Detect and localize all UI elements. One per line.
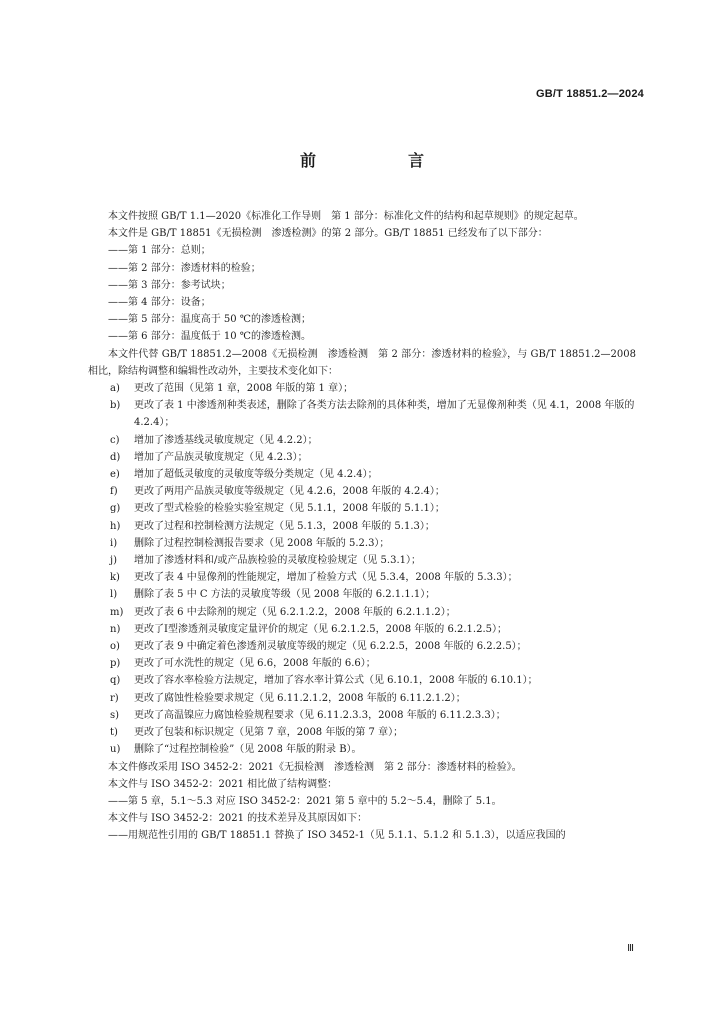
item-marker: c) (110, 434, 120, 446)
item-text: 更改了范围（见第 1 章，2008 年版的第 1 章）； (134, 383, 354, 395)
structure-change-item: ——第 5 章，5.1～5.3 对应 ISO 3452-2：2021 第 5 章中的 5.2～5.4，删除了 5.1。 (108, 795, 502, 807)
item-text: 删除了表 5 中 C 方法的灵敏度等级（见 2008 年版的 6.2.1.1.1）； (134, 589, 436, 601)
change-item (88, 638, 636, 655)
paragraph: 本文件修改采用 ISO 3452-2：2021《无损检测 渗透检测 第 2 部分：渗透材料的检验》。 (108, 761, 522, 773)
item-text: 删除了“过程控制检验”（见 2008 年版的附录 B）。 (134, 744, 362, 756)
item-text: 更改了表 6 中去除剂的规定（见 6.2.1.2.2，2008 年版的 6.2.1.1.2）； (134, 606, 456, 618)
item-marker: r) (110, 692, 119, 704)
item-marker: q) (110, 675, 121, 687)
change-item (88, 449, 636, 466)
change-item (88, 655, 636, 672)
part-list-item: ——第 2 部分：渗透材料的检验； (108, 262, 261, 274)
item-marker: k) (110, 572, 120, 584)
item-marker: h) (110, 520, 121, 532)
change-item (88, 500, 636, 517)
paragraph: 本文件与 ISO 3452-2：2021 的技术差异及其原因如下： (108, 813, 368, 825)
page-number: Ⅲ (627, 943, 634, 954)
item-marker: e) (110, 469, 120, 481)
change-item (88, 621, 636, 638)
paragraph: 本文件按照 GB/T 1.1—2020《标准化工作导则 第 1 部分：标准化文件的结构和起草规则》的规定起草。 (108, 211, 584, 222)
item-text: 更改了包装和标识规定（见第 7 章，2008 年版的第 7 章）； (134, 727, 404, 739)
item-text: 增加了产品族灵敏度规定（见 4.2.3）； (134, 451, 308, 463)
part-list-item: ——第 4 部分：设备； (108, 297, 211, 309)
change-item (88, 569, 636, 586)
change-item (88, 397, 636, 431)
item-marker: s) (110, 709, 120, 721)
item-text: 更改了Ⅰ型渗透剂灵敏度定量评价的规定（见 6.2.1.2.5，2008 年版的 6.2.1.2.5）； (134, 623, 507, 635)
part-list-item: ——第 1 部分：总则； (108, 245, 211, 257)
item-marker: n) (110, 623, 121, 635)
change-item (88, 707, 636, 724)
change-item (88, 552, 636, 569)
change-item (88, 432, 636, 449)
part-list-item: ——第 6 部分：温度低于 10 ℃的渗透检测。 (108, 331, 311, 343)
item-text: 更改了表 9 中确定着色渗透剂灵敏度等级的规定（见 6.2.2.5，2008 年版的 6.2.2.5）； (134, 641, 527, 653)
part-list-item: ——第 5 部分：温度高于 50 ℃的渗透检测； (108, 314, 311, 326)
change-item (88, 724, 636, 741)
item-marker: u) (110, 744, 121, 756)
item-marker: b) (110, 400, 121, 412)
item-marker: p) (110, 658, 121, 670)
diff-item: ——用规范性引用的 GB/T 18851.1 替换了 ISO 3452-1（见 5.1.1、5.1.2 和 5.1.3），以适应我国的 (108, 830, 566, 842)
item-text: 更改了两用产品族灵敏度等级规定（见 4.2.6，2008 年版的 4.2.4）； (134, 486, 445, 498)
paragraph: 本文件代替 GB/T 18851.2—2008《无损检测 渗透检测 第 2 部分：渗透材料的检验》，与 GB/T 18851.2—2008 相比，除结构调整和编辑性改动外，主要技术变化如下： (88, 348, 636, 377)
item-text: 更改了可水洗性的规定（见 6.6，2008 年版的 6.6）； (134, 658, 376, 670)
change-item (88, 483, 636, 500)
item-text: 更改了表 1 中渗透剂种类表述，删除了各类方法去除剂的具体种类，增加了无显像剂种类（见 4.1，2008 年版的 4.2.4）； (134, 400, 635, 429)
item-text: 更改了容水率检验方法规定，增加了容水率计算公式（见 6.10.1，2008 年版的 6.10.1）； (134, 675, 538, 687)
change-item (88, 690, 636, 707)
page-title: 前 言 (299, 151, 462, 170)
item-text: 增加了超低灵敏度的灵敏度等级分类规定（见 4.2.4）； (134, 469, 378, 481)
standard-code: GB/T 18851.2—2024 (536, 88, 644, 100)
item-marker: l) (110, 589, 118, 601)
change-item (88, 604, 636, 621)
item-marker: a) (110, 383, 120, 395)
change-item (88, 586, 636, 603)
change-item (88, 672, 636, 689)
item-marker: f) (110, 486, 118, 498)
item-text: 更改了腐蚀性检验要求规定（见 6.11.2.1.2，2008 年版的 6.11.2.1.2）； (134, 692, 466, 704)
part-list-item: ——第 3 部分：参考试块； (108, 279, 231, 291)
item-text: 更改了型式检验的检验实验室规定（见 5.1.1，2008 年版的 5.1.1）； (134, 503, 445, 515)
change-item (88, 535, 636, 552)
item-marker: t) (110, 727, 118, 739)
item-marker: m) (110, 606, 124, 618)
change-item (88, 380, 636, 397)
item-text: 更改了过程和控制检测方法规定（见 5.1.3，2008 年版的 5.1.3）； (134, 520, 435, 532)
preface-body (88, 208, 636, 845)
item-text: 更改了表 4 中显像剂的性能规定，增加了检验方式（见 5.3.4，2008 年版的 5.3.3）； (134, 572, 518, 584)
item-text: 增加了渗透材料和/或产品族检验的灵敏度检验规定（见 5.3.1）； (134, 555, 421, 567)
item-marker: i) (110, 537, 118, 549)
item-marker: o) (110, 641, 120, 653)
item-text: 增加了渗透基线灵敏度规定（见 4.2.2）； (134, 434, 318, 446)
change-item (88, 466, 636, 483)
paragraph: 本文件是 GB/T 18851《无损检测 渗透检测》的第 2 部分。GB/T 18851 已经发布了以下部分： (108, 228, 548, 240)
item-marker: j) (110, 555, 118, 567)
item-text: 更改了高温镍应力腐蚀检验规程要求（见 6.11.2.3.3，2008 年版的 6.11.2.3.3）； (134, 709, 506, 721)
item-marker: g) (110, 503, 121, 515)
change-item (88, 741, 636, 758)
item-text: 删除了过程控制检测报告要求（见 2008 年版的 5.2.3）； (134, 537, 390, 549)
item-marker: d) (110, 451, 121, 463)
change-item (88, 518, 636, 535)
paragraph: 本文件与 ISO 3452-2：2021 相比做了结构调整： (108, 778, 338, 790)
